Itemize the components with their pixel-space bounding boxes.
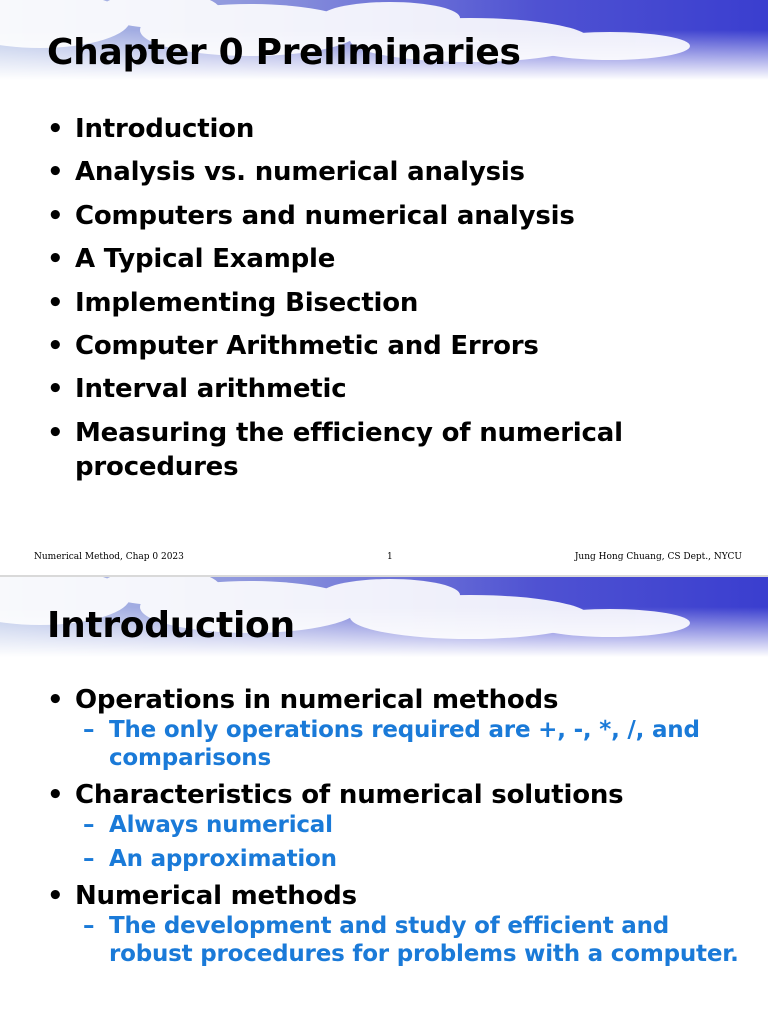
list-item: • Computer Arithmetic and Errors bbox=[47, 330, 539, 361]
dash-icon: – bbox=[83, 913, 95, 939]
bullet-icon: • bbox=[47, 685, 64, 715]
footer-page-number: 1 bbox=[387, 552, 393, 562]
bullet-icon: • bbox=[47, 330, 64, 361]
slide-title: Introduction bbox=[47, 605, 295, 646]
dash-icon: – bbox=[83, 845, 95, 872]
sub-list-item: – An approximation bbox=[83, 845, 337, 872]
sub-list bbox=[75, 717, 747, 772]
sub-list-item: – The only operations required are +, -, *, /, and comparisons bbox=[83, 717, 700, 771]
list-item: • Numerical methods – The development and study of efficient and robust procedures for problems with a computer. bbox=[47, 879, 747, 968]
topic-list bbox=[47, 683, 747, 974]
list-item: • Characteristics of numerical solutions – Always numerical – An approximation bbox=[47, 778, 747, 873]
list-item: • Implementing Bisection bbox=[47, 287, 419, 318]
bullet-icon: • bbox=[47, 287, 64, 318]
dash-icon: – bbox=[83, 812, 95, 838]
topic-list bbox=[47, 112, 747, 493]
sub-list-item: – Always numerical bbox=[83, 812, 333, 838]
slide-2 bbox=[0, 577, 768, 1024]
footer-author: Jung Hong Chuang, CS Dept., NYCU bbox=[574, 552, 742, 562]
list-item: • Introduction bbox=[47, 114, 255, 144]
bullet-icon: • bbox=[47, 780, 64, 810]
list-item: • Analysis vs. numerical analysis bbox=[47, 157, 525, 188]
sub-list bbox=[75, 812, 747, 873]
list-item: • Computers and numerical analysis bbox=[47, 200, 575, 231]
bullet-icon: • bbox=[47, 244, 64, 275]
bullet-icon: • bbox=[47, 157, 64, 188]
list-item: • Measuring the efficiency of numerical procedures bbox=[47, 417, 623, 482]
bullet-icon: • bbox=[47, 374, 64, 405]
list-item: • Interval arithmetic bbox=[47, 374, 347, 405]
bullet-icon: • bbox=[47, 200, 64, 231]
bullet-icon: • bbox=[47, 417, 64, 448]
footer-course: Numerical Method, Chap 0 2023 bbox=[34, 552, 184, 562]
bullet-icon: • bbox=[47, 114, 64, 144]
dash-icon: – bbox=[83, 717, 95, 743]
bullet-icon: • bbox=[47, 881, 64, 911]
sub-list bbox=[75, 913, 747, 968]
slide-title: Chapter 0 Preliminaries bbox=[47, 32, 521, 73]
sub-list-item: – The development and study of efficient and robust procedures for problems with a computer. bbox=[83, 913, 739, 967]
list-item: • A Typical Example bbox=[47, 244, 336, 275]
list-item: • Operations in numerical methods – The only operations required are +, -, *, /, and comparisons bbox=[47, 683, 747, 772]
